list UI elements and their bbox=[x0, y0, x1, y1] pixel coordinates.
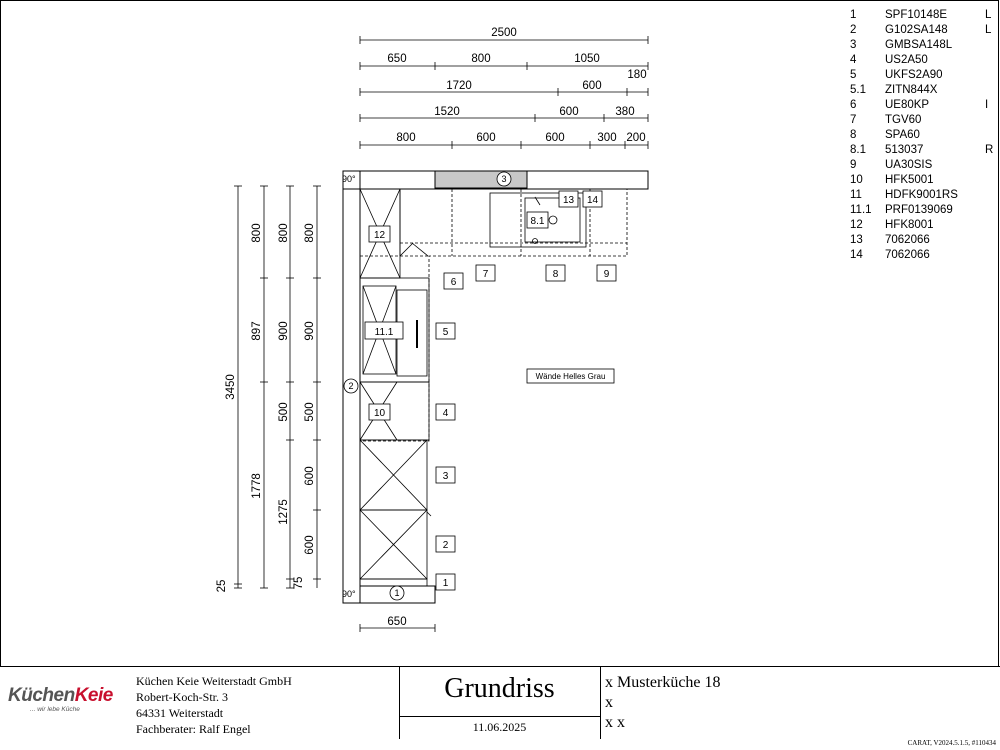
part-code: HFK5001 bbox=[885, 174, 934, 186]
part-code: UA30SIS bbox=[885, 159, 933, 171]
dim-left-col1-1: 25 bbox=[216, 579, 228, 593]
project-info bbox=[605, 673, 721, 733]
dim-bottom: 650 bbox=[387, 616, 407, 628]
part-side: I bbox=[985, 99, 989, 111]
part-code: US2A50 bbox=[885, 54, 928, 66]
dim-left-col4-0: 800 bbox=[304, 223, 316, 243]
dim-top-row2-0: 650 bbox=[387, 53, 407, 65]
part-code: UKFS2A90 bbox=[885, 69, 943, 81]
element-label-10: 10 bbox=[373, 408, 386, 419]
part-num: 12 bbox=[850, 219, 863, 231]
part-num: 6 bbox=[850, 99, 857, 111]
parts-row bbox=[850, 68, 996, 83]
parts-row bbox=[850, 218, 996, 233]
part-code: SPF10148E bbox=[885, 9, 948, 21]
part-code: TGV60 bbox=[885, 114, 922, 126]
part-num: 3 bbox=[850, 39, 857, 51]
element-label-4: 4 bbox=[442, 408, 449, 419]
dim-left-col1-0: 3450 bbox=[225, 374, 237, 400]
part-code: G102SA148 bbox=[885, 24, 948, 36]
parts-row bbox=[850, 248, 996, 263]
project-line: x Musterküche 18 bbox=[605, 674, 721, 691]
dim-left-col4-2: 500 bbox=[304, 402, 316, 422]
parts-row bbox=[850, 188, 996, 203]
company-logo bbox=[8, 685, 128, 725]
parts-row bbox=[850, 158, 996, 173]
parts-row bbox=[850, 143, 996, 158]
part-num: 8 bbox=[850, 129, 857, 141]
element-label-13: 13 bbox=[562, 195, 575, 206]
part-code: HDFK9001RS bbox=[885, 189, 958, 201]
dim-top-row2-1: 800 bbox=[471, 53, 491, 65]
dim-left-col4-4: 600 bbox=[304, 535, 316, 555]
element-label-12: 12 bbox=[373, 230, 386, 241]
company-address bbox=[136, 673, 292, 737]
project-line: x bbox=[605, 694, 613, 711]
company-advisor: Fachberater: Ralf Engel bbox=[136, 722, 251, 736]
logo-slogan: ... wir lebe Küche bbox=[30, 706, 80, 713]
part-num: 14 bbox=[850, 249, 863, 261]
dim-left-col3-4: 75 bbox=[293, 576, 305, 590]
dim-top-row3-2: 180 bbox=[627, 69, 647, 81]
part-side: L bbox=[985, 24, 992, 36]
dim-top-row4-0: 1520 bbox=[434, 106, 460, 118]
element-label-6: 6 bbox=[450, 277, 457, 288]
parts-row bbox=[850, 53, 996, 68]
title-block bbox=[0, 666, 1000, 739]
parts-list bbox=[850, 8, 996, 263]
element-label-14: 14 bbox=[586, 195, 599, 206]
part-code: ZITN844X bbox=[885, 84, 938, 96]
part-num: 5.1 bbox=[850, 84, 866, 96]
left-dimension-lines bbox=[234, 186, 321, 588]
element-label-1: 1 bbox=[442, 578, 449, 589]
dim-top-row3-1: 600 bbox=[582, 80, 602, 92]
wall-window-segment bbox=[435, 171, 527, 188]
dim-top-row5-1: 600 bbox=[476, 132, 496, 144]
part-num: 8.1 bbox=[850, 144, 866, 156]
dim-top-row4-2: 380 bbox=[615, 106, 635, 118]
cabinets bbox=[360, 189, 627, 586]
part-code: UE80KP bbox=[885, 99, 930, 111]
drawing-title: Grundriss bbox=[444, 673, 555, 704]
wall-color-label: Wände Helles Grau bbox=[535, 372, 606, 381]
part-code: GMBSA148L bbox=[885, 39, 953, 51]
part-num: 9 bbox=[850, 159, 857, 171]
element-label-8: 8 bbox=[552, 269, 559, 280]
parts-row bbox=[850, 98, 996, 113]
dim-left-col3-2: 500 bbox=[278, 402, 290, 422]
part-num: 5 bbox=[850, 69, 857, 81]
element-label-3: 3 bbox=[442, 471, 449, 482]
part-side: L bbox=[985, 9, 992, 21]
project-line: x x bbox=[605, 714, 625, 731]
software-version: CARAT, V2024.5.1.5, #110434 bbox=[907, 739, 996, 747]
element-label-9: 9 bbox=[603, 269, 610, 280]
part-code: 513037 bbox=[885, 144, 924, 156]
wall-marker-1: 1 bbox=[394, 588, 400, 598]
parts-row bbox=[850, 23, 996, 38]
part-code: 7062066 bbox=[885, 234, 930, 246]
part-code: 7062066 bbox=[885, 249, 930, 261]
part-num: 7 bbox=[850, 114, 857, 126]
part-num: 10 bbox=[850, 174, 863, 186]
divider bbox=[600, 667, 601, 739]
drawing-date: 11.06.2025 bbox=[472, 720, 527, 734]
parts-row bbox=[850, 173, 996, 188]
part-num: 11 bbox=[850, 189, 862, 201]
dim-left-col3-3: 1275 bbox=[278, 499, 290, 525]
divider bbox=[399, 716, 600, 717]
part-num: 4 bbox=[850, 54, 857, 66]
parts-row bbox=[850, 203, 996, 218]
dim-top-row5-0: 800 bbox=[396, 132, 416, 144]
part-num: 2 bbox=[850, 24, 857, 36]
dim-top-row1-0: 2500 bbox=[491, 27, 517, 39]
angle-top: 90° bbox=[342, 174, 356, 184]
dim-top-row5-3: 300 bbox=[597, 132, 617, 144]
dim-left-col2-1: 897 bbox=[251, 321, 263, 341]
angle-bottom: 90° bbox=[342, 589, 356, 599]
dim-left-col4-1: 900 bbox=[304, 321, 316, 341]
wall-marker-3: 3 bbox=[501, 174, 507, 184]
dim-left-col3-1: 900 bbox=[278, 321, 290, 341]
dim-top-row3-0: 1720 bbox=[446, 80, 472, 92]
part-side: R bbox=[985, 144, 994, 156]
dim-top-row5-2: 600 bbox=[545, 132, 565, 144]
logo-brand-part1: Küchen bbox=[8, 685, 75, 706]
dim-top-row5-4: 200 bbox=[626, 132, 646, 144]
dim-left-col2-2: 1778 bbox=[251, 473, 263, 499]
element-label-7: 7 bbox=[482, 269, 489, 280]
dim-left-col4-3: 600 bbox=[304, 466, 316, 486]
parts-row bbox=[850, 128, 996, 143]
element-label-11-1: 11.1 bbox=[374, 327, 394, 338]
parts-row bbox=[850, 83, 996, 98]
element-label-5: 5 bbox=[442, 327, 449, 338]
part-code: HFK8001 bbox=[885, 219, 934, 231]
company-name: Küchen Keie Weiterstadt GmbH bbox=[136, 674, 292, 688]
parts-row bbox=[850, 233, 996, 248]
dim-left-col2-0: 800 bbox=[251, 223, 263, 243]
dim-top-row4-1: 600 bbox=[559, 106, 579, 118]
parts-row bbox=[850, 113, 996, 128]
part-num: 13 bbox=[850, 234, 863, 246]
part-num: 11.1 bbox=[850, 204, 872, 216]
part-code: PRF0139069 bbox=[885, 204, 953, 216]
element-label-8-1: 8.1 bbox=[530, 216, 545, 227]
dim-top-row2-2: 1050 bbox=[574, 53, 600, 65]
wall-marker-2: 2 bbox=[348, 381, 354, 391]
element-label-2: 2 bbox=[442, 540, 449, 551]
part-code: SPA60 bbox=[885, 129, 920, 141]
parts-row bbox=[850, 8, 996, 23]
dim-left-col3-0: 800 bbox=[278, 223, 290, 243]
company-city: 64331 Weiterstadt bbox=[136, 706, 224, 720]
logo-brand-part2: Keie bbox=[74, 685, 113, 706]
part-num: 1 bbox=[850, 9, 857, 21]
parts-row bbox=[850, 38, 996, 53]
company-street: Robert-Koch-Str. 3 bbox=[136, 690, 228, 704]
